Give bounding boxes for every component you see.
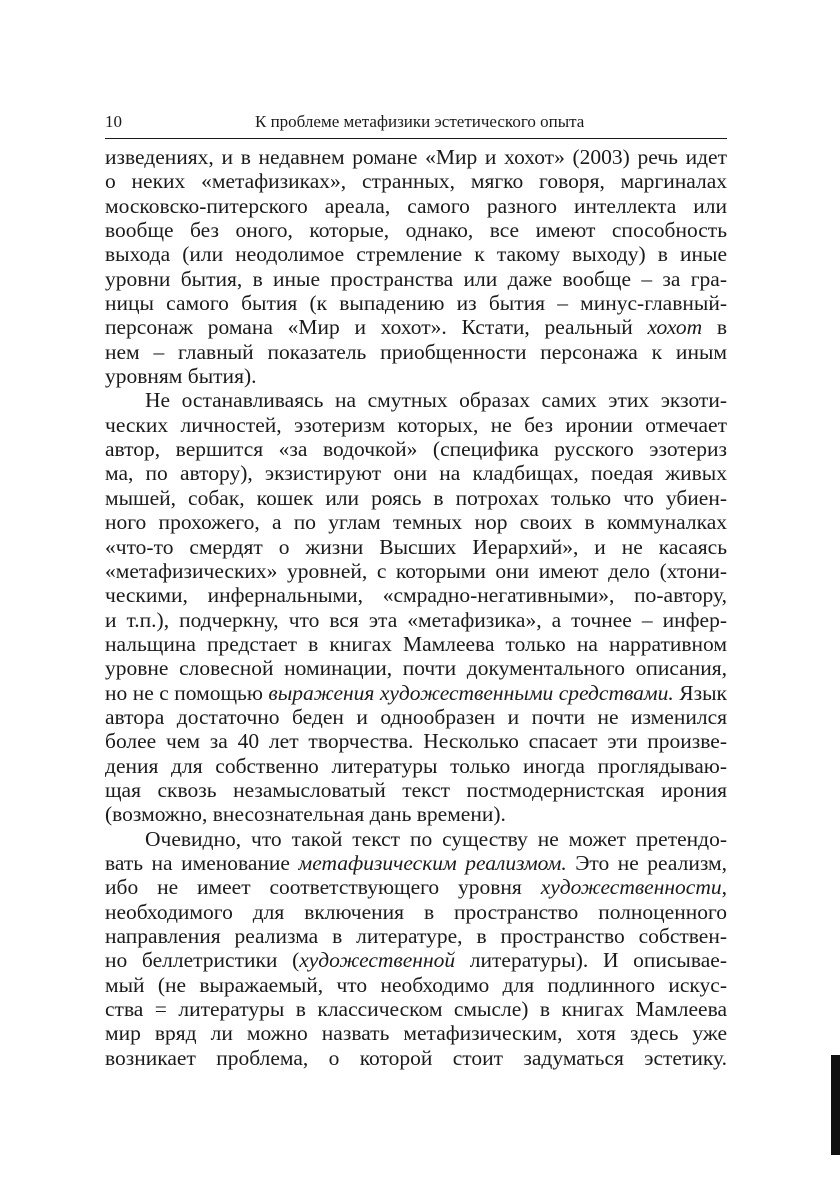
text-run: направления реализма в литературе, в пространство собствен- <box>105 924 727 948</box>
text-line <box>105 681 727 705</box>
text-run: изведениях, и в недавнем романе «Мир и хохот» (2003) речь идет <box>105 145 727 169</box>
text-line <box>105 705 727 729</box>
text-run: необходимого для включения в пространство полноценного <box>105 899 727 924</box>
text-run: уровни бытия, в иные пространства или даже вообще – за гра- <box>105 266 727 291</box>
text-line <box>105 194 727 218</box>
text-line <box>105 437 727 461</box>
text-line <box>105 632 727 656</box>
text-run: щая сквозь незамысловатый текст постмодернистская ирония <box>105 777 727 802</box>
text-line <box>105 486 727 510</box>
paragraph <box>105 827 727 1070</box>
text-line <box>105 900 727 924</box>
text-run: в <box>702 315 728 340</box>
text-line <box>105 291 727 315</box>
paragraph <box>105 388 727 826</box>
text-line <box>105 948 727 972</box>
text-line <box>105 267 727 291</box>
italic-phrase: выражения художественными средствами. <box>268 680 674 705</box>
text-line <box>105 851 727 875</box>
text-run: но беллетристики ( <box>105 948 300 973</box>
text-run: «метафизических» уровней, с которыми они имеют дело (хтони- <box>105 558 727 583</box>
text-line <box>105 997 727 1021</box>
text-run: Язык <box>673 680 727 705</box>
text-line <box>105 169 727 193</box>
text-line <box>105 1046 727 1070</box>
italic-phrase: художественности <box>540 875 722 900</box>
text-run: уровням бытия). <box>105 364 257 389</box>
text-run: ибо не имеет соответствующего уровня <box>105 875 541 900</box>
text-run: мир вряд ли можно назвать метафизическим, хотя здесь уже <box>105 1021 727 1046</box>
text-run: «что-то смердят о жизни Высших Иерархий», и не касаясь <box>105 534 727 559</box>
italic-phrase: хохот <box>647 315 703 340</box>
text-run: Это не реализм, <box>566 850 728 875</box>
text-line <box>105 461 727 485</box>
text-line <box>105 875 727 899</box>
text-line <box>105 388 727 412</box>
text-run: возникает проблема, о которой стоит задуматься эстетику. <box>105 1045 727 1070</box>
text-line <box>105 608 727 632</box>
text-run: ства = литературы в классическом смысле) в книгах Мамлеева <box>105 997 727 1022</box>
text-run: Очевидно, что такой текст по существу не может претендо- <box>145 826 727 851</box>
text-line <box>105 924 727 948</box>
text-line <box>105 340 727 364</box>
text-line <box>105 973 727 997</box>
text-run: и т.п.), подчеркну, что вся эта «метафизика», а точнее – инфер- <box>105 607 727 632</box>
text-line <box>105 1021 727 1045</box>
body-text <box>105 145 727 1070</box>
text-line <box>105 535 727 559</box>
text-line <box>105 218 727 242</box>
text-line <box>105 242 727 266</box>
text-line <box>105 656 727 680</box>
text-run: , <box>721 875 727 900</box>
italic-phrase: художественной <box>299 948 456 973</box>
header-rule <box>105 138 727 139</box>
text-run: вообще без оного, которые, однако, все имеют способность <box>105 218 727 243</box>
italic-phrase: метафизическим реализмом. <box>298 850 567 875</box>
text-run: московско-питерского ареала, самого разного интеллекта или <box>105 193 727 218</box>
text-line <box>105 510 727 534</box>
text-run: ческих личностей, эзотеризм которых, не без иронии отмечает <box>105 412 727 437</box>
text-run: (возможно, внесознательная дань времени). <box>105 802 506 827</box>
text-run: персонаж романа «Мир и хохот». Кстати, реальный <box>105 315 648 340</box>
text-run: ницы самого бытия (к выпадению из бытия – минус-главный- <box>105 291 727 316</box>
text-run: нальщина предстает в книгах Мамлеева только на нарративном <box>105 631 727 656</box>
running-title: К проблеме метафизики эстетического опыта <box>255 112 585 131</box>
text-line <box>105 754 727 778</box>
running-header <box>105 112 727 134</box>
text-run: мый (не выражаемый, что необходимо для подлинного искус- <box>105 972 727 997</box>
text-line <box>105 778 727 802</box>
text-run: выхода (или неодолимое стремление к такому выходу) в иные <box>105 242 727 267</box>
text-line <box>105 827 727 851</box>
text-line <box>105 413 727 437</box>
text-line <box>105 583 727 607</box>
page-number: 10 <box>105 112 122 131</box>
text-run: уровне словесной номинации, почти документального описания, <box>105 656 727 681</box>
text-run: о неких «метафизиках», странных, мягко говоря, маргиналах <box>105 169 727 194</box>
text-run: более чем за 40 лет творчества. Несколько спасает эти произве- <box>105 729 727 754</box>
text-run: автор, вершится «за водочкой» (специфика русского эзотериз <box>105 437 727 462</box>
text-line <box>105 729 727 753</box>
text-run: мышей, собак, кошек или роясь в потрохах только что убиен- <box>105 485 727 510</box>
text-run: литературы). И описывае- <box>455 948 727 973</box>
text-run: но не с помощью <box>105 680 269 705</box>
page-edge-marker <box>831 1055 840 1155</box>
text-run: ческими, инфернальными, «смрадно-негативными», по-автору, <box>105 583 727 608</box>
text-run: ного прохожего, а по углам темных нор своих в коммуналках <box>105 510 727 535</box>
text-run: нем – главный показатель приобщенности персонажа к иным <box>105 339 727 364</box>
text-line <box>105 364 727 388</box>
text-line <box>105 802 727 826</box>
text-run: Не останавливаясь на смутных образах самих этих экзоти- <box>145 388 727 413</box>
paragraph <box>105 145 727 388</box>
text-run: вать на именование <box>105 850 299 875</box>
text-run: автора достаточно беден и однообразен и почти не изменился <box>105 704 727 729</box>
text-line <box>105 145 727 169</box>
text-run: ма, по автору), экзистируют они на кладбищах, поедая живых <box>105 461 727 486</box>
text-line <box>105 559 727 583</box>
text-run: дения для собственно литературы только иногда проглядываю- <box>105 753 727 778</box>
text-line <box>105 315 727 339</box>
